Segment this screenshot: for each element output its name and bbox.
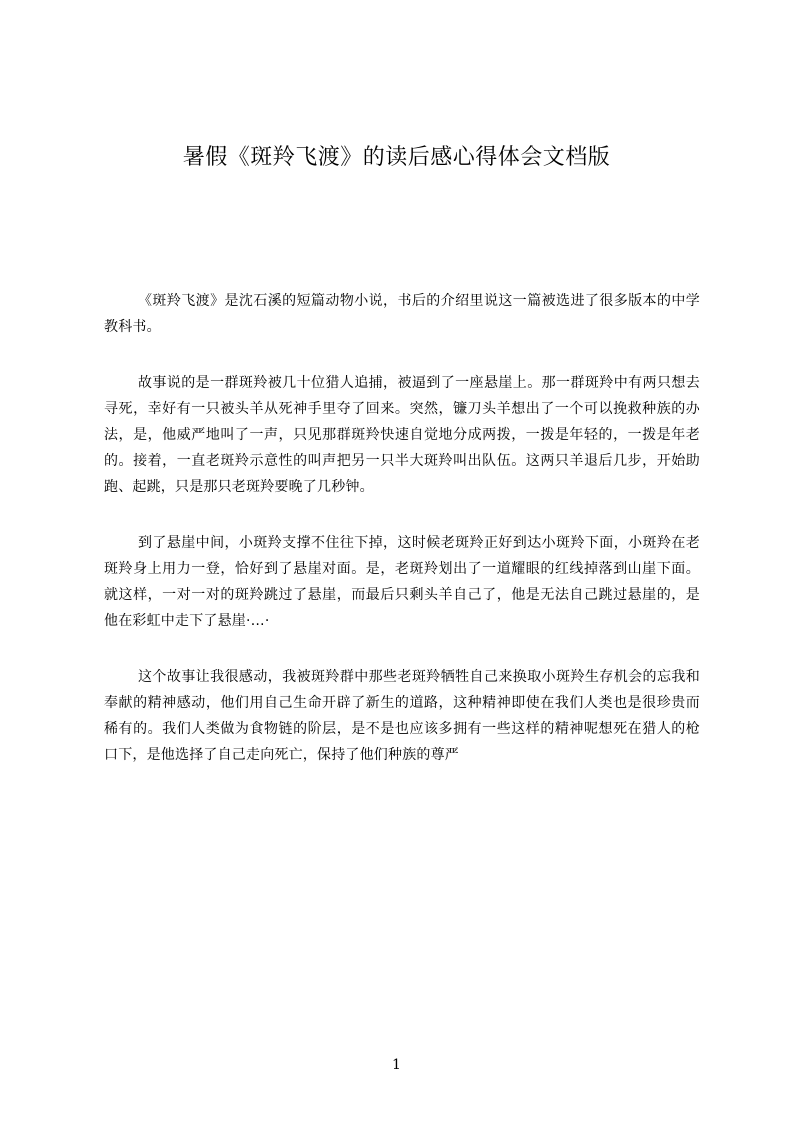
paragraph-reflection: 这个故事让我很感动，我被斑羚群中那些老斑羚牺牲自己来换取小斑羚生存机会的忘我和奉献的精神感动，他们用自己生命开辟了新生的道路，这种精神即使在我们人类也是很珍贵而稀有的。我们人类做为食物链的阶层，是不是也应该多拥有一些这样的精神呢想死在猎人的枪口下，是他选择了自己走向死亡，保持了他们种族的尊严: [104, 669, 700, 763]
paragraph-intro: 《斑羚飞渡》是沈石溪的短篇动物小说，书后的介绍里说这一篇被选进了很多版本的中学教科书。: [104, 293, 700, 335]
document-body: [104, 288, 700, 798]
paragraph-story: 故事说的是一群斑羚被几十位猎人追捕，被逼到了一座悬崖上。那一群斑羚中有两只想去寻死，幸好有一只被头羊从死神手里夺了回来。突然，镰刀头羊想出了一个可以挽救种族的办法，是，他威严地叫了一声，只见那群斑羚快速自觉地分成两拨，一拨是年轻的，一拨是年老的。接着，一直老斑羚示意性的叫声把另一只半大斑羚叫出队伍。这两只羊退后几步，开始助跑、起跳，只是那只老斑羚要晚了几秒钟。: [104, 375, 700, 495]
document-title: 暑假《斑羚飞渡》的读后感心得体会文档版: [182, 145, 611, 170]
page-number: 1: [392, 1057, 401, 1073]
paragraph-cliff: 到了悬崖中间，小斑羚支撑不住往下掉，这时候老斑羚正好到达小斑羚下面，小斑羚在老斑羚身上用力一登，恰好到了悬崖对面。是，老斑羚划出了一道耀眼的红线掉落到山崖下面。就这样，一对一对的斑羚跳过了悬崖，而最后只剩头羊自己了，他是无法自己跳过悬崖的，是他在彩虹中走下了悬崖·…·: [104, 535, 700, 629]
